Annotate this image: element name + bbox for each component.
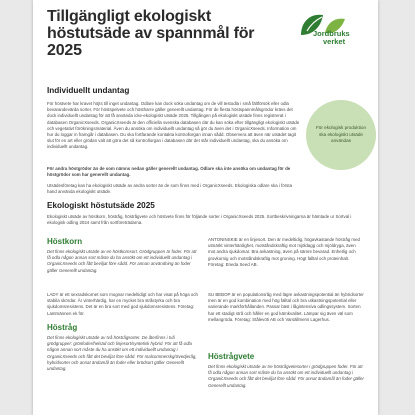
logo-wordmark-line1: Jordbruks [313, 29, 350, 38]
section1-paragraph-2: För andra höstgrödor än de som nämns nedan gäller generellt undantag. Odlare ska inte ansöka om undantag för de höstgrödor som har generellt undantag. [47, 166, 291, 178]
section1-paragraph-3: Utsädesföretag kan ha ekologiskt utsäde av andra sorter än de som finns med i OrganicXseeds. Ekologiska odlare ska i första hand använda ekologiskt utsäde. [47, 183, 293, 195]
subheading-hostrag: Höstråg [47, 323, 78, 332]
hostkorn-paragraph-1: Det finns ekologiskt utsäde av en höstkornsort. Grödgruppen är foder. För att få odla någon annan sort måste du ha ansökt om ett individuellt undantag i OrganicXseeds och fått beviljat före sådd. För annan användning än foder gäller Generellt undantag. [47, 249, 197, 273]
subheading-hostragvete: Höstrågvete [208, 352, 255, 361]
subheading-hostkorn: Höstkorn [47, 237, 83, 246]
section-heading-individuellt-undantag: Individuellt undantag [47, 86, 130, 95]
section1-paragraph-1: För höstvete har kravet höjts till inget undantag. Odlare kan dock söka undantag om de vill testodla i små fältförsök eller odla bevarandevärda sorter. För höstspelvete och höstharre gäller generellt undantag. För de flesta höstspannmålsgrödor krävs det dock individuellt undantag för att få använda icke-ekologiskt utsäde 2025. Tillgången på ekologiskt utsäde finns registrerat i databasen OrganicXseeds. OrganicXseeds är den officiella svenska databasen där du kan söka efter tillgängligt ekologiskt utsäde och vegetativt förökningsmaterial. Även du ansöka om individuellt undantag så gör du även det i OrganicXseeds. Information om hur du loggar in framgår i databasen. Du ska fortfarande kontakta kontrollorgan innan sådd. Observera att även när utsädet tagit slut för en art eller grödan valt att göra det så kontrollorgan i databasen där det står individuellt undantag, ska du ansöka om individuellt undantag. [47, 101, 300, 150]
callout-circle [306, 100, 376, 170]
hostrag-paragraph-1: Det finns ekologiskt utsäde av två höstrågsorter. De återfinns i två grödgrupper: grönfoder/helsäd och linjesort/syntetisk hybrid. För att få odla någon annan sort måste du ha ansökt om ett individuellt undantag i OrganicXseeds och fått det beviljat före sådd. För malcommerskg/Svedjeråg, hybridsorter och annat ändamål än foder eller brödsort gäller Generellt undantag. [47, 335, 197, 372]
section-heading-ekologiskt-hostutsade: Ekologiskt höstutsäde 2025 [47, 201, 155, 210]
callout-text: För ekologisk produktion ska ekologiskt utsäde användas [315, 125, 367, 144]
hostragvete-paragraph-1: Det finns ekologiskt utsäde av tre höstrågvetesorter i grödgruppen foder. För att få odla någon annan sort måste du ha ansökt om ett individuellt undantag i OrganicXseeds och fått det beviljat före sådd. För annat ändamål än foder gäller Generellt undantag. [208, 364, 364, 388]
subebop-paragraph: SU BEBOP är en populationsråg med lägre avkastningspotential än hybridsorter men är en god kombination med hög falltal och bra utkastningspotential eller varierande markförhållanden. Passar bäst i lågintensiva odlingssystem. Sorten har ett stadigt strå och håller en god kärnkvalitet. Lämpar sig även väl som mellangröda. Företag: Stålevöti AB och Varsällmens Lagerhus. [208, 292, 364, 322]
hostkorn-paragraph-2: LADY är ett sexradskornet som mognar medeltidigt och har visat på höga och stabila skördar. Är vinterhärdig, har en mycket bra stråstyrka och bra sjukdomsresistens. Det är en bra sort med god sjukdomsresistens. Företag: Lantmännen ek för. [47, 292, 198, 316]
document-title: Tillgängligt ekologiskt höstutsäde av spannmål för 2025 [47, 8, 255, 59]
antoninskie-paragraph: ANTONINSKIE är en linjesort. Den är medeltidig, högavkastande höstråg med utmärkt vinterhärdighet, motståndskraftig mot mjöldagg och mjöldryga, även mot andra sjukdomar. Bra avkastning, även på sämre bevarad. Enhetlig och grovkornig och motståndskraftig mot groning. Högt falltal och proteinhalt. Företag: Eneda Seed AB. [208, 237, 360, 267]
logo-wordmark-line2: verket [323, 36, 346, 46]
document-page [33, 0, 378, 415]
logo-wordmark [313, 30, 369, 45]
section2-intro: Ekologiskt utsäde av höstkorn, höstråg, höstrågvete och höstvete finns för följande sorter i OrganicXseeds 2025. Sortbeskrivningarna är hämtade ur Sortval i ekologisk odling 2024 samt från sortföreträdarna. [47, 214, 352, 226]
